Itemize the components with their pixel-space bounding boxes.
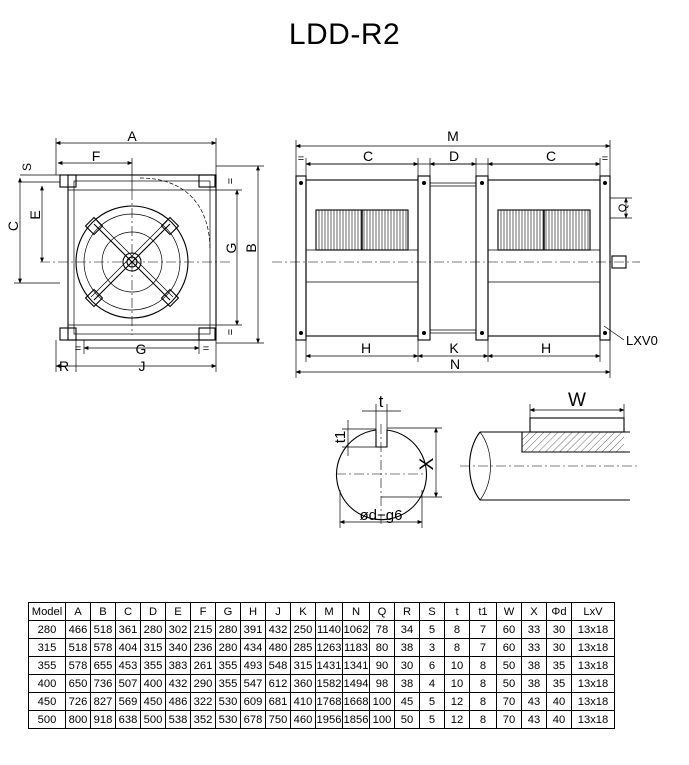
dim-label-n: N bbox=[449, 356, 461, 372]
table-header-cell: F bbox=[191, 603, 216, 621]
table-cell: 8 bbox=[470, 693, 497, 711]
table-row bbox=[29, 621, 615, 639]
table-cell: 43 bbox=[522, 693, 547, 711]
table-cell: 1341 bbox=[343, 657, 370, 675]
dim-label-m: M bbox=[447, 128, 459, 144]
table-cell: 12 bbox=[445, 711, 470, 729]
table-header-cell: D bbox=[141, 603, 166, 621]
table-header-cell: N bbox=[343, 603, 370, 621]
table-cell: 40 bbox=[547, 711, 572, 729]
table-cell: 315 bbox=[29, 639, 66, 657]
table-cell: 578 bbox=[91, 639, 116, 657]
table-cell: 460 bbox=[291, 711, 316, 729]
table-cell: 7 bbox=[470, 639, 497, 657]
table-header-cell: t1 bbox=[470, 603, 497, 621]
table-cell: 250 bbox=[291, 621, 316, 639]
table-cell: 261 bbox=[191, 657, 216, 675]
table-cell: 40 bbox=[547, 693, 572, 711]
table-cell: 50 bbox=[395, 711, 420, 729]
dim-label-c-left: C bbox=[362, 148, 374, 164]
table-cell: 30 bbox=[395, 657, 420, 675]
table-cell: 400 bbox=[29, 675, 66, 693]
svg-text:=: = bbox=[202, 343, 210, 355]
table-cell: 1263 bbox=[316, 639, 343, 657]
table-cell: 315 bbox=[141, 639, 166, 657]
table-row bbox=[29, 675, 615, 693]
table-cell: 432 bbox=[266, 621, 291, 639]
table-header-cell: W bbox=[497, 603, 522, 621]
table-cell: 5 bbox=[420, 621, 445, 639]
table-header-cell: H bbox=[241, 603, 266, 621]
table-cell: 681 bbox=[266, 693, 291, 711]
table-cell: 678 bbox=[241, 711, 266, 729]
table-cell: 38 bbox=[395, 675, 420, 693]
table-cell: 827 bbox=[91, 693, 116, 711]
table-cell: 355 bbox=[216, 657, 241, 675]
table-cell: 35 bbox=[547, 657, 572, 675]
table-cell: 13x18 bbox=[572, 675, 615, 693]
table-cell: 578 bbox=[66, 657, 91, 675]
table-cell: 569 bbox=[116, 693, 141, 711]
table-cell: 215 bbox=[191, 621, 216, 639]
table-cell: 33 bbox=[522, 621, 547, 639]
dim-label-c-right: C bbox=[545, 148, 557, 164]
table-cell: 400 bbox=[141, 675, 166, 693]
table-cell: 609 bbox=[241, 693, 266, 711]
table-cell: 4 bbox=[420, 675, 445, 693]
table-cell: 736 bbox=[91, 675, 116, 693]
table-cell: 12 bbox=[445, 693, 470, 711]
dim-label-h-left: H bbox=[360, 340, 372, 356]
dim-label-od: ød−g6 bbox=[359, 507, 403, 524]
dim-label-b: B bbox=[243, 243, 259, 253]
table-cell: 285 bbox=[291, 639, 316, 657]
table-cell: 60 bbox=[497, 639, 522, 657]
table-cell: 50 bbox=[497, 657, 522, 675]
table-cell: 450 bbox=[141, 693, 166, 711]
table-cell: 750 bbox=[266, 711, 291, 729]
dim-label-s: S bbox=[20, 162, 34, 172]
table-cell: 7 bbox=[470, 621, 497, 639]
table-cell: 1431 bbox=[316, 657, 343, 675]
table-cell: 30 bbox=[547, 639, 572, 657]
table-row bbox=[29, 657, 615, 675]
dim-label-j: J bbox=[138, 358, 146, 374]
table-cell: 486 bbox=[166, 693, 191, 711]
table-cell: 355 bbox=[216, 675, 241, 693]
table-cell: 538 bbox=[166, 711, 191, 729]
table-cell: 98 bbox=[370, 675, 395, 693]
table-header-cell: K bbox=[291, 603, 316, 621]
table-cell: 34 bbox=[395, 621, 420, 639]
table-header-cell: E bbox=[166, 603, 191, 621]
table-cell: 50 bbox=[497, 675, 522, 693]
table-cell: 5 bbox=[420, 711, 445, 729]
page-title: LDD-R2 bbox=[288, 18, 401, 51]
table-cell: 10 bbox=[445, 675, 470, 693]
table-cell: 466 bbox=[66, 621, 91, 639]
table-cell: 1582 bbox=[316, 675, 343, 693]
table-cell: 90 bbox=[370, 657, 395, 675]
table-cell: 10 bbox=[445, 657, 470, 675]
table-cell: 8 bbox=[445, 621, 470, 639]
table-cell: 1183 bbox=[343, 639, 370, 657]
table-cell: 355 bbox=[141, 657, 166, 675]
dim-label-c: C bbox=[5, 220, 21, 232]
table-cell: 38 bbox=[395, 639, 420, 657]
dim-label-g-right: G bbox=[223, 242, 239, 254]
table-cell: 8 bbox=[470, 657, 497, 675]
table-cell: 13x18 bbox=[572, 639, 615, 657]
table-cell: 450 bbox=[29, 693, 66, 711]
table-cell: 1668 bbox=[343, 693, 370, 711]
table-cell: 100 bbox=[370, 711, 395, 729]
table-cell: 1062 bbox=[343, 621, 370, 639]
table-cell: 38 bbox=[522, 675, 547, 693]
dim-label-r: R bbox=[58, 358, 70, 374]
dim-label-t: t bbox=[378, 392, 384, 411]
table-header-cell: R bbox=[395, 603, 420, 621]
table-header-cell: Model bbox=[29, 603, 66, 621]
table-cell: 410 bbox=[291, 693, 316, 711]
svg-text:=: = bbox=[225, 177, 237, 185]
table-cell: 726 bbox=[66, 693, 91, 711]
table-cell: 280 bbox=[29, 621, 66, 639]
table-cell: 352 bbox=[191, 711, 216, 729]
table-cell: 453 bbox=[116, 657, 141, 675]
table-cell: 8 bbox=[470, 711, 497, 729]
dim-label-f: F bbox=[91, 148, 101, 164]
table-row bbox=[29, 693, 615, 711]
table-cell: 547 bbox=[241, 675, 266, 693]
table-header-cell: C bbox=[116, 603, 141, 621]
table-cell: 5 bbox=[420, 693, 445, 711]
table-cell: 70 bbox=[497, 693, 522, 711]
svg-text:=: = bbox=[297, 153, 305, 165]
table-cell: 507 bbox=[116, 675, 141, 693]
svg-text:=: = bbox=[74, 343, 82, 355]
dim-label-t1: t1 bbox=[332, 430, 349, 444]
svg-text:=: = bbox=[225, 328, 237, 336]
dim-label-k: K bbox=[449, 340, 459, 356]
table-cell: 391 bbox=[241, 621, 266, 639]
dim-label-d: D bbox=[448, 148, 460, 164]
table-header-cell: LxV bbox=[572, 603, 615, 621]
table-cell: 1856 bbox=[343, 711, 370, 729]
table-header-cell: A bbox=[66, 603, 91, 621]
table-cell: 45 bbox=[395, 693, 420, 711]
table-cell: 70 bbox=[497, 711, 522, 729]
table-cell: 918 bbox=[91, 711, 116, 729]
table-cell: 236 bbox=[191, 639, 216, 657]
table-cell: 13x18 bbox=[572, 621, 615, 639]
table-cell: 43 bbox=[522, 711, 547, 729]
table-cell: 100 bbox=[370, 693, 395, 711]
table-header-cell: G bbox=[216, 603, 241, 621]
dim-label-e: E bbox=[27, 210, 43, 220]
front-view bbox=[5, 128, 264, 374]
table-cell: 315 bbox=[291, 657, 316, 675]
table-cell: 35 bbox=[547, 675, 572, 693]
spec-table bbox=[28, 602, 615, 729]
table-cell: 1140 bbox=[316, 621, 343, 639]
dim-label-x: X bbox=[417, 457, 438, 471]
table-cell: 3 bbox=[420, 639, 445, 657]
shaft-section bbox=[332, 392, 442, 528]
table-cell: 6 bbox=[420, 657, 445, 675]
table-header-cell: J bbox=[266, 603, 291, 621]
table-cell: 434 bbox=[241, 639, 266, 657]
table-row bbox=[29, 711, 615, 729]
table-cell: 33 bbox=[522, 639, 547, 657]
table-header-cell: X bbox=[522, 603, 547, 621]
table-cell: 280 bbox=[216, 621, 241, 639]
table-header-cell: B bbox=[91, 603, 116, 621]
table-cell: 8 bbox=[445, 639, 470, 657]
table-cell: 8 bbox=[470, 675, 497, 693]
table-cell: 432 bbox=[166, 675, 191, 693]
dim-label-q: Q bbox=[617, 203, 629, 213]
table-cell: 1768 bbox=[316, 693, 343, 711]
table-cell: 655 bbox=[91, 657, 116, 675]
svg-text:=: = bbox=[601, 153, 609, 165]
dim-label-h-right: H bbox=[540, 340, 552, 356]
key-view bbox=[460, 390, 640, 500]
side-view bbox=[272, 128, 658, 378]
table-cell: 480 bbox=[266, 639, 291, 657]
table-cell: 1494 bbox=[343, 675, 370, 693]
table-cell: 404 bbox=[116, 639, 141, 657]
table-cell: 280 bbox=[216, 639, 241, 657]
table-cell: 302 bbox=[166, 621, 191, 639]
table-header-cell: S bbox=[420, 603, 445, 621]
table-cell: 638 bbox=[116, 711, 141, 729]
table-cell: 548 bbox=[266, 657, 291, 675]
dim-label-g-bottom: G bbox=[135, 341, 147, 357]
table-cell: 13x18 bbox=[572, 711, 615, 729]
table-cell: 1956 bbox=[316, 711, 343, 729]
table-cell: 13x18 bbox=[572, 657, 615, 675]
table-cell: 361 bbox=[116, 621, 141, 639]
table-cell: 60 bbox=[497, 621, 522, 639]
table-cell: 290 bbox=[191, 675, 216, 693]
table-cell: 530 bbox=[216, 693, 241, 711]
table-cell: 360 bbox=[291, 675, 316, 693]
table-cell: 80 bbox=[370, 639, 395, 657]
table-header-cell: t bbox=[445, 603, 470, 621]
table-cell: 383 bbox=[166, 657, 191, 675]
table-cell: 530 bbox=[216, 711, 241, 729]
table-cell: 38 bbox=[522, 657, 547, 675]
dim-label-w: W bbox=[568, 390, 586, 411]
table-row bbox=[29, 639, 615, 657]
table-cell: 800 bbox=[66, 711, 91, 729]
table-cell: 30 bbox=[547, 621, 572, 639]
table-header-cell: M bbox=[316, 603, 343, 621]
table-cell: 280 bbox=[141, 621, 166, 639]
table-header-cell: Q bbox=[370, 603, 395, 621]
table-cell: 518 bbox=[66, 639, 91, 657]
table-cell: 518 bbox=[91, 621, 116, 639]
table-cell: 78 bbox=[370, 621, 395, 639]
dim-label-lxv0: LXV0 bbox=[626, 333, 658, 348]
table-cell: 500 bbox=[29, 711, 66, 729]
table-header-row bbox=[29, 603, 615, 621]
table-cell: 500 bbox=[141, 711, 166, 729]
table-cell: 650 bbox=[66, 675, 91, 693]
table-cell: 322 bbox=[191, 693, 216, 711]
table-cell: 355 bbox=[29, 657, 66, 675]
table-header-cell: Φd bbox=[547, 603, 572, 621]
table-cell: 493 bbox=[241, 657, 266, 675]
dim-label-a: A bbox=[127, 128, 137, 144]
table-cell: 340 bbox=[166, 639, 191, 657]
table-cell: 612 bbox=[266, 675, 291, 693]
table-cell: 13x18 bbox=[572, 693, 615, 711]
